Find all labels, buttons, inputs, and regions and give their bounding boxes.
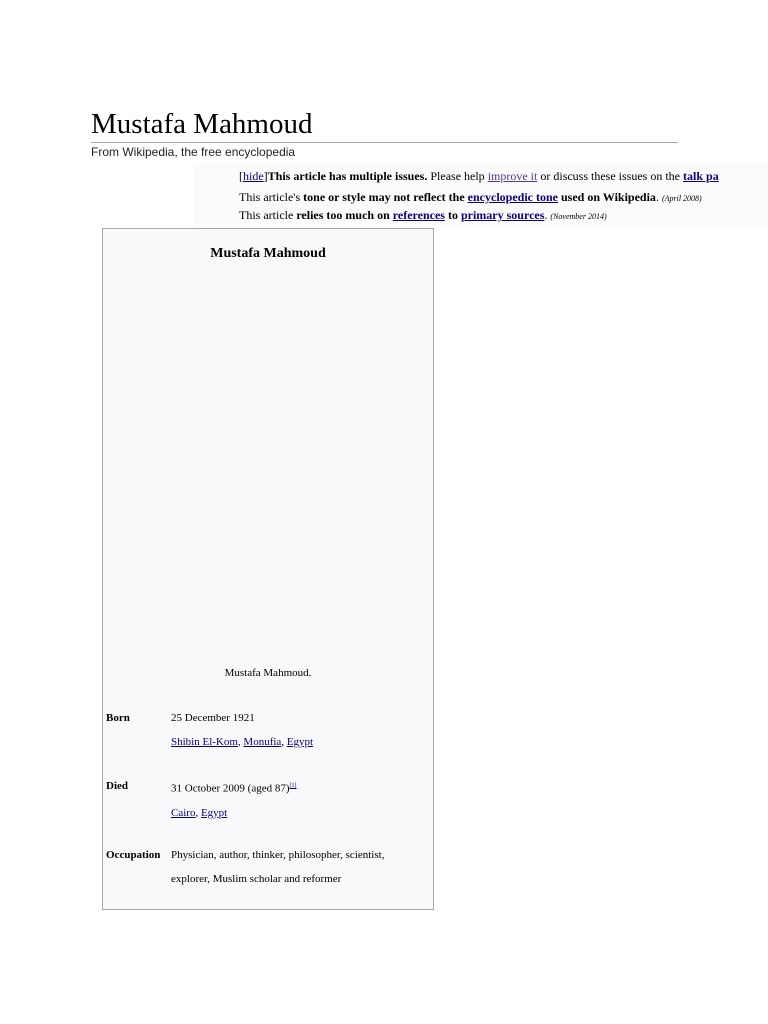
issue-sources-prefix: This article [239,208,297,222]
image-caption: Mustafa Mahmoud. [224,667,312,679]
bracket-open: [ [239,169,243,183]
multiple-issues-box [193,162,768,226]
bracket-close: ] [263,169,268,183]
primary-sources-link[interactable]: primary sources [460,208,545,222]
egypt-link[interactable]: Egypt [286,736,314,748]
born-place [171,730,426,754]
talk-page-link[interactable]: talk pa [683,169,719,183]
issues-header-line [239,167,719,185]
issue-tone-prefix: This article's [239,190,304,204]
cairo-link[interactable]: Cairo [171,806,196,819]
died-place [171,801,426,825]
issue-sources-bold-mid: to [444,208,461,222]
died-value [171,774,426,825]
issue-tone-bold: tone or style may not reflect the [303,190,468,204]
monufia-link[interactable]: Monufia [243,736,282,748]
site-subtitle: From Wikipedia, the free encyclopedia [91,145,296,159]
separator: , [237,736,244,748]
separator: , [195,806,201,819]
issue-primary-sources [239,206,607,224]
hide-issues-link[interactable]: hide [243,169,264,183]
born-label: Born [106,712,130,724]
infobox [102,228,434,910]
separator: , [281,736,287,748]
egypt-link-died[interactable]: Egypt [200,806,228,819]
issue-tone-bold-after: used on Wikipedia [558,190,656,204]
died-label: Died [106,780,128,792]
help-prefix: Please help [427,169,488,183]
reference-1-link[interactable]: [1] [289,783,297,789]
help-middle: or discuss these issues on the [537,169,684,183]
issue-sources-bold: relies too much on [296,208,393,222]
references-link[interactable]: references [392,208,445,222]
issue-sources-suffix: . [544,208,551,222]
issue-tone-date: (April 2008) [661,194,702,203]
born-value [171,706,426,754]
page-title: Mustafa Mahmoud [91,106,678,143]
issues-heading: This article has multiple issues. [267,169,428,183]
died-date [171,774,426,801]
shibin-el-kom-link[interactable]: Shibin El-Kom [171,736,238,748]
improve-it-link[interactable]: improve it [487,169,538,183]
encyclopedic-tone-link[interactable]: encyclopedic tone [467,190,558,204]
issue-tone-suffix: . [655,190,662,204]
portrait-image[interactable] [133,275,403,665]
issue-sources-date: (November 2014) [550,212,607,221]
occupation-line-1: Physician, author, thinker, philosopher, scientist, [171,849,385,861]
occupation-line-2: explorer, Muslim scholar and reformer [171,873,342,885]
occupation-label: Occupation [106,849,161,861]
infobox-title: Mustafa Mahmoud [210,246,326,261]
occupation-value [171,843,426,891]
born-date: 25 December 1921 [171,712,255,724]
issue-tone [239,188,702,206]
died-date-text: 31 October 2009 (aged 87) [171,782,290,795]
